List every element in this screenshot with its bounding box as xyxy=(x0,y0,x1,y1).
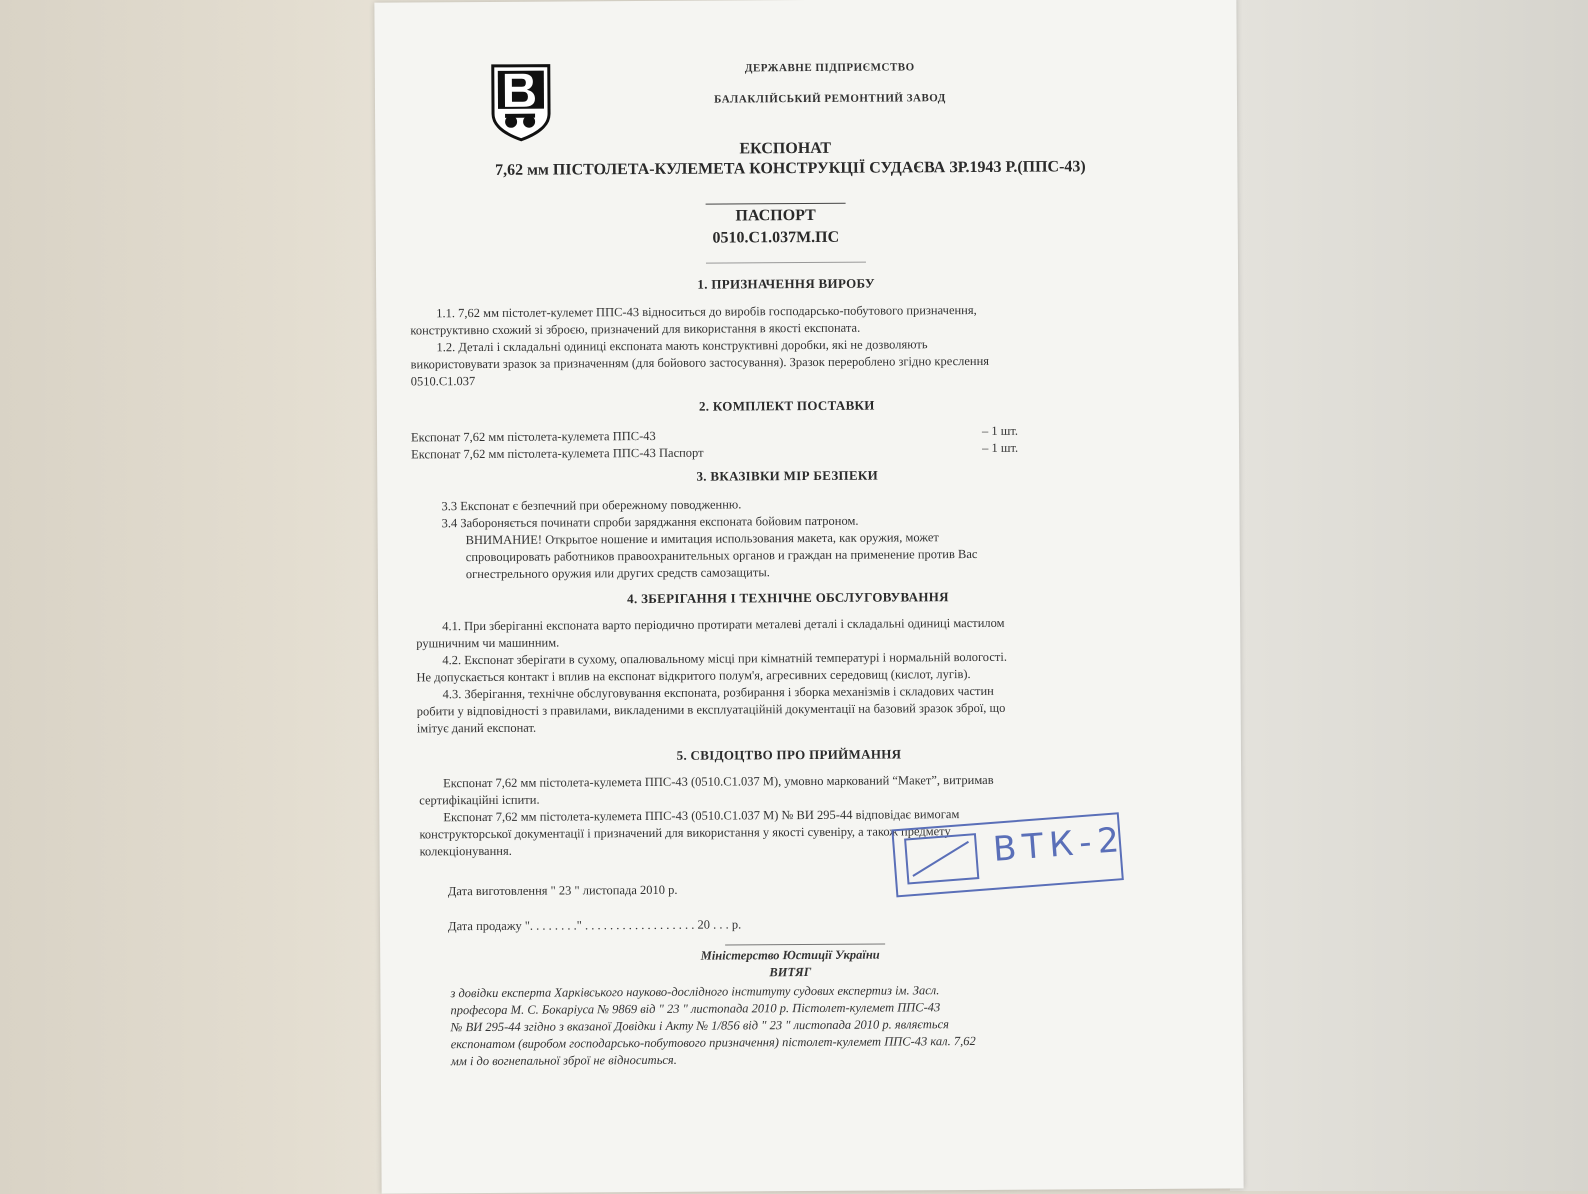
supply-qty-2: – 1 шт. xyxy=(982,440,1019,455)
para-4-3a: 4.3. Зберігання, технічне обслуговування експоната, розбирання і зборка механізмів і складових частин xyxy=(442,683,994,702)
para-4-3b: робити у відповідності з правилами, викладеними в експлуатаційній документації на базовий зразок зброї, що xyxy=(416,700,1006,719)
divider xyxy=(725,944,885,946)
manufacture-date: Дата виготовлення " 23 " листопада 2010 р. xyxy=(447,882,678,899)
para-4-1b: рушничним чи машинним. xyxy=(416,635,560,651)
extract-title: ВИТЯГ xyxy=(769,964,812,980)
stamp-box xyxy=(904,833,979,884)
para-3-4: 3.4 Забороняється починати спроби заряджання експоната бойовим патроном. xyxy=(441,513,859,531)
warning-line-1: ВНИМАНИЕ! Открытое ношение и имитация использования макета, как оружия, может xyxy=(465,530,939,548)
extract-line-2: професора М. С. Бокаріуса № 9869 від " 23 " листопада 2010 р. Пістолет-кулемет ППС-43 xyxy=(450,1000,941,1018)
factory-logo-icon xyxy=(491,64,551,142)
document-title: ЕКСПОНАТ xyxy=(739,139,832,158)
para-3-3: 3.3 Експонат є безпечний при обережному поводженню. xyxy=(441,497,742,514)
para-1-1b: конструктивно схожий зі зброєю, призначений для використання в якості експоната. xyxy=(410,320,861,338)
enterprise-type: ДЕРЖАВНЕ ПІДПРИЄМСТВО xyxy=(744,61,915,75)
para-5-1b: сертифікаційні іспити. xyxy=(419,792,540,808)
divider xyxy=(706,203,846,205)
para-4-3c: імітує даний експонат. xyxy=(416,720,537,736)
passport-title: ПАСПОРТ xyxy=(735,206,816,225)
sale-date: Дата продажу ". . . . . . . ." . . . . . . . . . . . . . . . . . . 20 . . . р. xyxy=(447,917,742,934)
supply-item-2: Експонат 7,62 мм пістолета-кулемета ППС-43 Паспорт xyxy=(411,445,704,462)
section-3-heading: 3. ВКАЗІВКИ МІР БЕЗПЕКИ xyxy=(696,467,879,484)
enterprise-name: БАЛАКЛІЙСЬКИЙ РЕМОНТНИЙ ЗАВОД xyxy=(714,92,946,106)
passport-code: 0510.С1.037М.ПС xyxy=(712,228,840,247)
section-2-heading: 2. КОМПЛЕКТ ПОСТАВКИ xyxy=(698,397,875,414)
extract-line-5: мм і до вогнепальної зброї не відноситься. xyxy=(450,1052,677,1069)
para-1-2b: використовувати зразок за призначенням (для бойового застосування). Зразок перероблено згідно креслення xyxy=(410,353,990,372)
para-5-1a: Експонат 7,62 мм пістолета-кулемета ППС-43 (0510.С1.037 М), умовно маркований “Макет”, витримав xyxy=(443,772,994,791)
extract-line-4: експонатом (виробом господарсько-побутового призначення) пістолет-кулемет ППС-43 кал. 7,62 xyxy=(450,1033,976,1052)
background-cloth-right xyxy=(1230,0,1588,1191)
supply-item-1: Експонат 7,62 мм пістолета-кулемета ППС-43 xyxy=(410,428,656,445)
para-5-2c: колекціонування. xyxy=(419,843,512,859)
para-1-1a: 1.1. 7,62 мм пістолет-кулемет ППС-43 відноситься до виробів господарсько-побутового призначення, xyxy=(436,302,977,321)
section-4-heading: 4. ЗБЕРІГАННЯ І ТЕХНІЧНЕ ОБСЛУГОВУВАННЯ xyxy=(627,589,949,607)
ministry-name: Міністерство Юстиції України xyxy=(700,947,880,963)
extract-line-1: з довідки експерта Харківського науково-дослідного інституту судових експертиз ім. Засл. xyxy=(450,983,940,1001)
divider xyxy=(706,262,866,264)
para-5-2b: конструкторської документації і призначений для використання у якості сувеніру, а також предмету xyxy=(419,824,951,842)
para-4-2a: 4.2. Експонат зберігати в сухому, опалювальному місці при кімнатній температурі і нормальній вологості. xyxy=(442,649,1007,668)
supply-qty-1: – 1 шт. xyxy=(981,423,1019,438)
stamp-slash-icon xyxy=(906,835,977,882)
warning-line-3: огнестрельного оружия или других средств самозащиты. xyxy=(465,565,770,582)
document-subtitle: 7,62 мм ПІСТОЛЕТА-КУЛЕМЕТА КОНСТРУКЦІЇ СУДАЄВА ЗР.1943 Р.(ППС-43) xyxy=(495,158,1086,179)
para-4-2b: Не допускається контакт і вплив на експонат відкритого полум'я, агресивних середовищ (кислот, лугів). xyxy=(416,667,971,685)
warning-line-2: спровоцировать работников правоохранительных органов и граждан на применение против Вас xyxy=(465,546,978,565)
stamp-text: ВТК-2 xyxy=(991,819,1127,870)
extract-line-3: № ВИ 295-44 згідно з вказаної Довідки і Акту № 1/856 від " 23 " листопада 2010 р. являється xyxy=(450,1017,949,1035)
para-5-2a: Експонат 7,62 мм пістолета-кулемета ППС-43 (0510.С1.037 М) № ВИ 295-44 відповідає вимогам xyxy=(443,807,960,825)
para-1-2a: 1.2. Деталі і складальні одиниці експоната мають конструктивні доробки, які не дозволяють xyxy=(436,337,928,355)
para-1-2c: 0510.С1.037 xyxy=(410,374,476,389)
passport-document xyxy=(374,0,1243,1194)
para-4-1a: 4.1. При зберіганні експоната варто періодично протирати металеві деталі і складальні одиниці мастилом xyxy=(442,615,1005,634)
section-5-heading: 5. СВІДОЦТВО ПРО ПРИЙМАННЯ xyxy=(676,746,902,763)
section-1-heading: 1. ПРИЗНАЧЕННЯ ВИРОБУ xyxy=(697,275,875,292)
